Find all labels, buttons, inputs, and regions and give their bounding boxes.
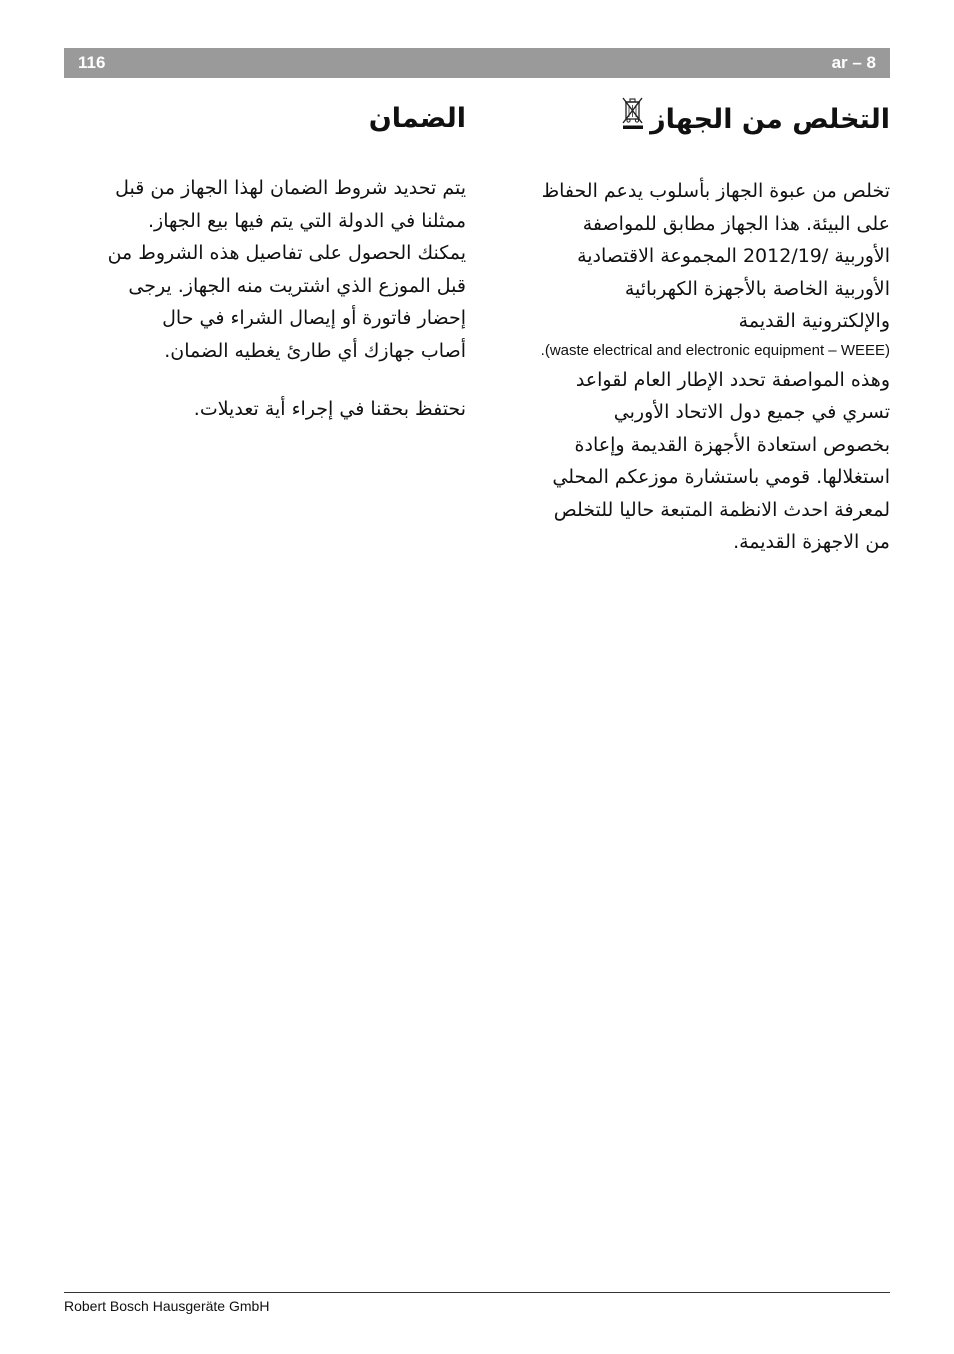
disposal-line-2: على البيئة. هذا الجهاز مطابق للمواصفة — [582, 212, 890, 235]
disposal-line-9: استغلالها. قومي باستشارة موزعكم المحلي — [552, 466, 890, 488]
footer-divider — [64, 1292, 890, 1293]
disposal-line-3: الأوربية /2012/19 المجموعة الاقتصادية — [577, 245, 890, 267]
page-header-bar — [64, 48, 890, 78]
warranty-line-6: أصاب جهازك أي طارئ يغطيه الضمان. — [164, 339, 466, 362]
page-number: 116 — [78, 53, 106, 72]
disposal-title: التخلص من الجهاز — [650, 104, 890, 135]
disposal-line-8: بخصوص استعادة الأجهزة القديمة وإعادة — [574, 433, 890, 456]
warranty-line-5: إحضار فاتورة أو إيصال الشراء في حال — [162, 307, 466, 329]
disposal-body — [490, 175, 890, 559]
disposal-line-1: تخلص من عبوة الجهاز بأسلوب يدعم الحفاظ — [541, 180, 890, 202]
paragraph-spacer — [64, 367, 466, 393]
warranty-line-1: يتم تحديد شروط الضمان لهذا الجهاز من قبل — [115, 177, 466, 199]
warranty-paragraph-1 — [64, 172, 466, 367]
weee-latin-line: (waste electrical and electronic equipment – WEEE). — [540, 341, 890, 359]
crossed-out-wheelie-bin-icon — [622, 96, 644, 145]
disposal-line-10: لمعرفة احدث الانظمة المتبعة حاليا للتخلص — [553, 498, 890, 521]
disposal-line-6: وهذه المواصفة تحدد الإطار العام لقواعد — [575, 368, 890, 391]
disposal-heading — [490, 96, 890, 145]
disposal-line-5: والإلكترونية القديمة — [738, 310, 890, 332]
disposal-line-7: تسري في جميع دول الاتحاد الأوربي — [613, 401, 890, 423]
warranty-line-3: يمكنك الحصول على تفاصيل هذه الشروط من — [107, 242, 466, 264]
footer-company: Robert Bosch Hausgeräte GmbH — [64, 1298, 270, 1314]
disposal-line-11: من الاجهزة القديمة. — [733, 531, 890, 553]
section-code: ar – 8 — [831, 53, 876, 72]
warranty-line-2: ممثلنا في الدولة التي يتم فيها بيع الجهاز. — [148, 209, 466, 232]
warranty-section — [64, 96, 466, 426]
warranty-heading: الضمان — [368, 103, 466, 134]
warranty-paragraph-2: نحتفظ بحقنا في إجراء أية تعديلات. — [193, 398, 466, 420]
warranty-line-4: قبل الموزع الذي اشتريت منه الجهاز. يرجى — [128, 274, 466, 297]
disposal-line-4: الأوربية الخاصة بالأجهزة الكهربائية — [624, 277, 890, 300]
disposal-section — [490, 96, 890, 559]
